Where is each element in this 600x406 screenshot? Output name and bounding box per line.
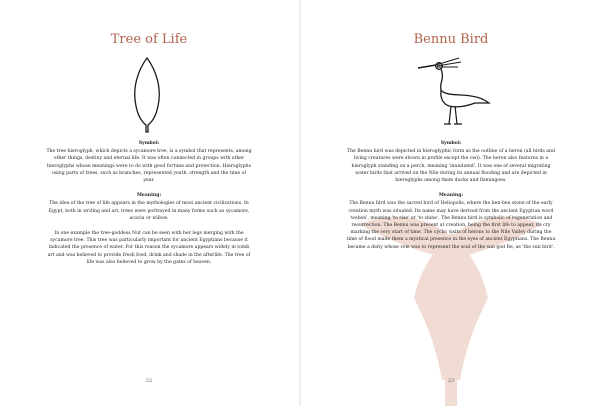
- left-symbol-text: The tree hieroglyph, which depicts a sycamore tree, is a symbol that represents, among other things, destiny and eternal life. It was often connected in groups with other hieroglyphs whose meanings were to do with good fortune and protection. Hieroglyphs using parts of trees, such as branches, represented youth, strength and the time of year.: [46, 149, 252, 184]
- left-page-number: 22: [145, 378, 153, 384]
- left-meaning-text-1: The idea of the tree of life appears in the mythologies of most ancient civilizations. In Egypt, both in writing and art, trees were portrayed in many forms such as sycamore, acacia or willow.: [48, 201, 250, 221]
- left-meaning-text-2: In one example the tree-goddess Nut can be seen with her legs merging with the sycamore tree. This tree was particularly important for ancient Egyptians because it indicated the presence of water. For this reason the sycamore appears widely in tomb art and was believed to provide fresh food, drink and shade in the afterlife. The tree of life was also believed to grow by the gates of heaven.: [47, 231, 251, 265]
- left-page: [0, 0, 298, 406]
- left-page-title: Tree of Life: [110, 32, 188, 47]
- right-page-number: 23: [447, 378, 455, 384]
- heron-hieroglyph-icon: [415, 56, 493, 128]
- left-symbol-heading: Symbol:: [138, 141, 160, 146]
- right-page-title: Bennu Bird: [413, 32, 489, 47]
- right-meaning-heading: Meaning:: [438, 193, 464, 199]
- right-symbol-heading: Symbol:: [440, 141, 462, 146]
- left-meaning-heading: Meaning:: [136, 193, 162, 199]
- right-symbol-text: The Bennu bird was depicted in hieroglyphic form as the outline of a heron (all birds and living creatures were shown in profile except the owl). The heron also features in a hieroglyph standing on a perch, meaning 'inundated'. It was one of several migrating water birds that arrived on the Nile during its annual flooding and are depicted in hieroglyphs among them ducks and flamingoes.: [347, 149, 555, 184]
- book-gutter: [299, 0, 301, 406]
- right-meaning-text: The Bennu bird was the sacred bird of Heliopolis, where the ben-ben stone of the early creation myth was situated. Its name may have derived from the ancient Egyptian word 'weben', meaning 'to rise' or 'to shine'. The Bennu bird is symbolic of regeneration and resurrection. The Bennu was present at creation, being the first life to appear, its cry marking the very start of time. The cyclic visits of herons to the Nile Valley during the time of flood made them a mystical presence in the eyes of ancient Egyptians. The Bennu became a deity whose role was to represent the soul of the sun god Re, as 'the sun bird'.: [346, 201, 556, 250]
- left-page-body: [46, 140, 252, 274]
- tree-hieroglyph-icon: [125, 56, 169, 134]
- right-page: [302, 0, 600, 406]
- right-page-body: [346, 140, 556, 259]
